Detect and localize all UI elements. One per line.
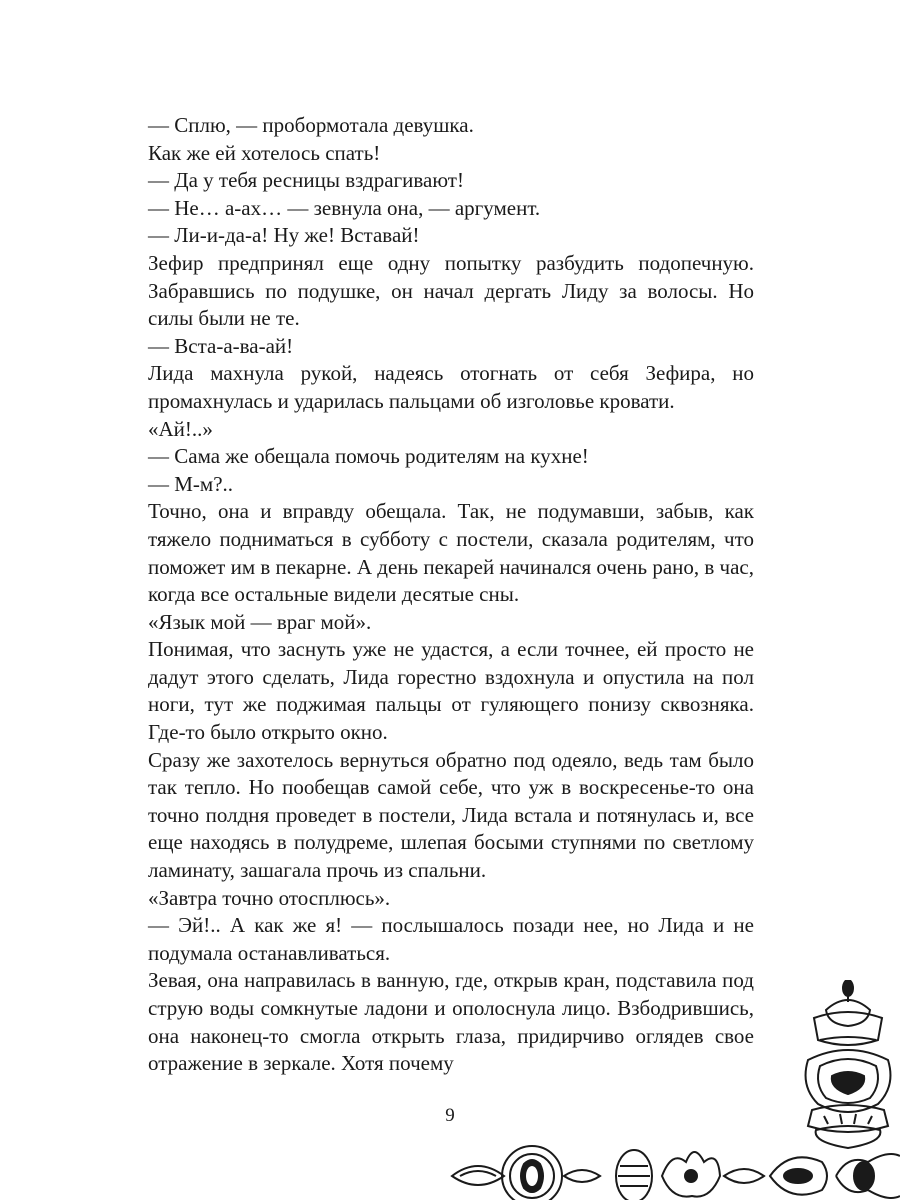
decorative-ornament-icon — [448, 980, 900, 1200]
paragraph: Точно, она и вправду обещала. Так, не подумавши, забыв, как тяжело подниматься в субботу с постели, сказала родителям, что поможет им в пекарне. А день пекарей начинался очень рано, в час, когда все остальные видели десятые сны. — [148, 499, 754, 607]
paragraph: — Да у тебя ресницы вздрагивают! — [148, 168, 464, 193]
paragraph: — Ли-и-да-а! Ну же! Вставай! — [148, 223, 420, 248]
paragraph: — Сплю, — пробормотала девушка. — [148, 113, 474, 137]
body-text — [148, 112, 754, 1078]
paragraph: Как же ей хотелось спать! — [148, 140, 381, 165]
paragraph: «Язык мой — враг мой». — [148, 609, 372, 634]
paragraph: — Не… а-ах… — зевнула она, — аргумент. — [148, 195, 541, 220]
paragraph: «Ай!..» — [148, 416, 213, 441]
paragraph: — Сама же обещала помочь родителям на кухне! — [148, 444, 589, 469]
paragraph: — Вста-а-ва-ай! — [148, 333, 294, 358]
paragraph: Зефир предпринял еще одну попытку разбудить подопечную. Забравшись по подушке, он начал дергать Лиду за волосы. Но силы были не те. — [148, 250, 754, 331]
paragraph: Сразу же захотелось вернуться обратно под одеяло, ведь там было так тепло. Но пообещав самой себе, что уж в воскресенье-то она точно полдня проведет в постели, Лида встала и потянулась и, все еще находясь в полудреме, шлепая босыми ступнями по светлому ламинату, зашагала прочь из спальни. — [148, 747, 754, 883]
paragraph: «Завтра точно отосплюсь». — [148, 885, 391, 910]
page-number: 9 — [445, 1105, 455, 1126]
paragraph: Зевая, она направилась в ванную, где, открыв кран, подставила под струю воды сомкнутые ладони и ополоснула лицо. Взбодрившись, она наконец-то смогла открыть глаза, придирчиво оглядев свое отражение в зеркале. Хотя почему — [148, 968, 754, 1076]
paragraph: Лида махнула рукой, надеясь отогнать от себя Зефира, но промахнулась и ударилась пальцами об изголовье кровати. — [148, 361, 754, 413]
paragraph: — М-м?.. — [148, 471, 234, 496]
paragraph: Понимая, что заснуть уже не удастся, а если точнее, ей просто не дадут этого сделать, Лида горестно вздохнула и опустила на пол ноги, тут же поджимая пальцы от гуляющего понизу сквозняка. Где-то было открыто окно. — [148, 637, 754, 745]
paragraph: — Эй!.. А как же я! — послышалось позади нее, но Лида и не подумала останавливаться. — [148, 913, 754, 965]
